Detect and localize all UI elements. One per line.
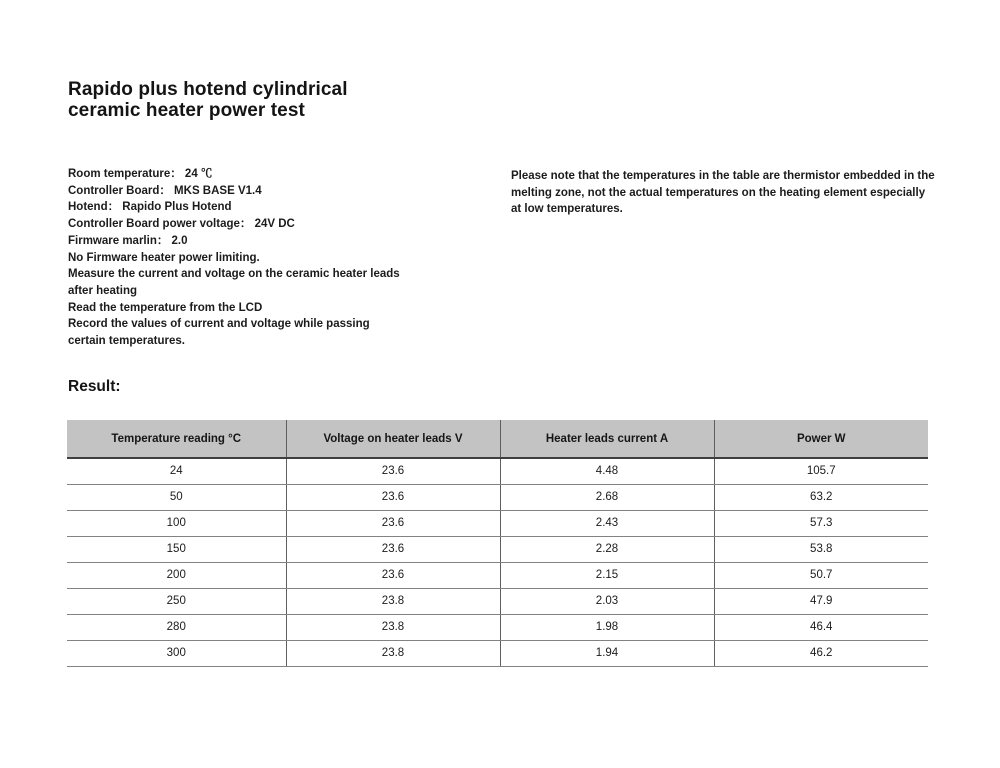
table-cell: 280	[67, 614, 286, 640]
table-cell: 23.6	[286, 562, 500, 588]
table-cell: 24	[67, 458, 286, 484]
result-table-body	[67, 458, 928, 666]
table-cell: 46.2	[714, 640, 928, 666]
table-cell: 2.43	[500, 510, 714, 536]
table-cell: 250	[67, 588, 286, 614]
table-cell: 200	[67, 562, 286, 588]
table-row	[67, 536, 928, 562]
setup-line: No Firmware heater power limiting.	[68, 251, 260, 264]
table-cell: 2.03	[500, 588, 714, 614]
column-header: Voltage on heater leads V	[286, 420, 500, 458]
table-cell: 50	[67, 484, 286, 510]
setup-line: Controller Board power voltage： 24V DC	[68, 218, 295, 231]
table-cell: 100	[67, 510, 286, 536]
setup-line: Read the temperature from the LCD	[68, 301, 263, 314]
table-cell: 2.68	[500, 484, 714, 510]
table-cell: 47.9	[714, 588, 928, 614]
test-setup-list	[68, 166, 402, 350]
table-cell: 150	[67, 536, 286, 562]
table-cell: 2.15	[500, 562, 714, 588]
table-row	[67, 458, 928, 484]
table-cell: 63.2	[714, 484, 928, 510]
table-cell: 4.48	[500, 458, 714, 484]
table-cell: 57.3	[714, 510, 928, 536]
table-cell: 1.94	[500, 640, 714, 666]
result-table	[67, 420, 928, 667]
thermistor-note: Please note that the temperatures in the table are thermistor embedded in the melting zone, not the actual temperatures on the heating element especially at low temperatures.	[511, 170, 935, 216]
table-cell: 46.4	[714, 614, 928, 640]
table-cell: 23.6	[286, 536, 500, 562]
table-cell: 300	[67, 640, 286, 666]
column-header: Temperature reading °C	[67, 420, 286, 458]
header-row	[67, 420, 928, 458]
page-title-line-1: Rapido plus hotend cylindrical	[68, 79, 348, 100]
table-row	[67, 588, 928, 614]
table-row	[67, 484, 928, 510]
setup-line: Hotend： Rapido Plus Hotend	[68, 201, 232, 214]
table-row	[67, 640, 928, 666]
setup-line: Record the values of current and voltage while passing certain temperatures.	[68, 318, 373, 348]
table-cell: 53.8	[714, 536, 928, 562]
result-heading: Result:	[68, 378, 121, 395]
table-cell: 23.8	[286, 588, 500, 614]
setup-line: Measure the current and voltage on the ceramic heater leads after heating	[68, 268, 403, 297]
table-cell: 50.7	[714, 562, 928, 588]
table-cell: 23.8	[286, 640, 500, 666]
table-cell: 23.6	[286, 510, 500, 536]
table-cell: 1.98	[500, 614, 714, 640]
page-title-line-2: ceramic heater power test	[68, 100, 305, 121]
table-row	[67, 562, 928, 588]
column-header: Heater leads current A	[500, 420, 714, 458]
setup-line: Firmware marlin： 2.0	[68, 234, 188, 247]
table-cell: 23.6	[286, 458, 500, 484]
table-row	[67, 614, 928, 640]
column-header: Power W	[714, 420, 928, 458]
result-table-header	[67, 420, 928, 458]
page-title	[68, 79, 348, 121]
table-cell: 23.8	[286, 614, 500, 640]
table-cell: 2.28	[500, 536, 714, 562]
setup-line: Controller Board： MKS BASE V1.4	[68, 184, 262, 197]
table-cell: 23.6	[286, 484, 500, 510]
table-cell: 105.7	[714, 458, 928, 484]
setup-line: Room temperature： 24 ℃	[68, 168, 213, 180]
table-row	[67, 510, 928, 536]
